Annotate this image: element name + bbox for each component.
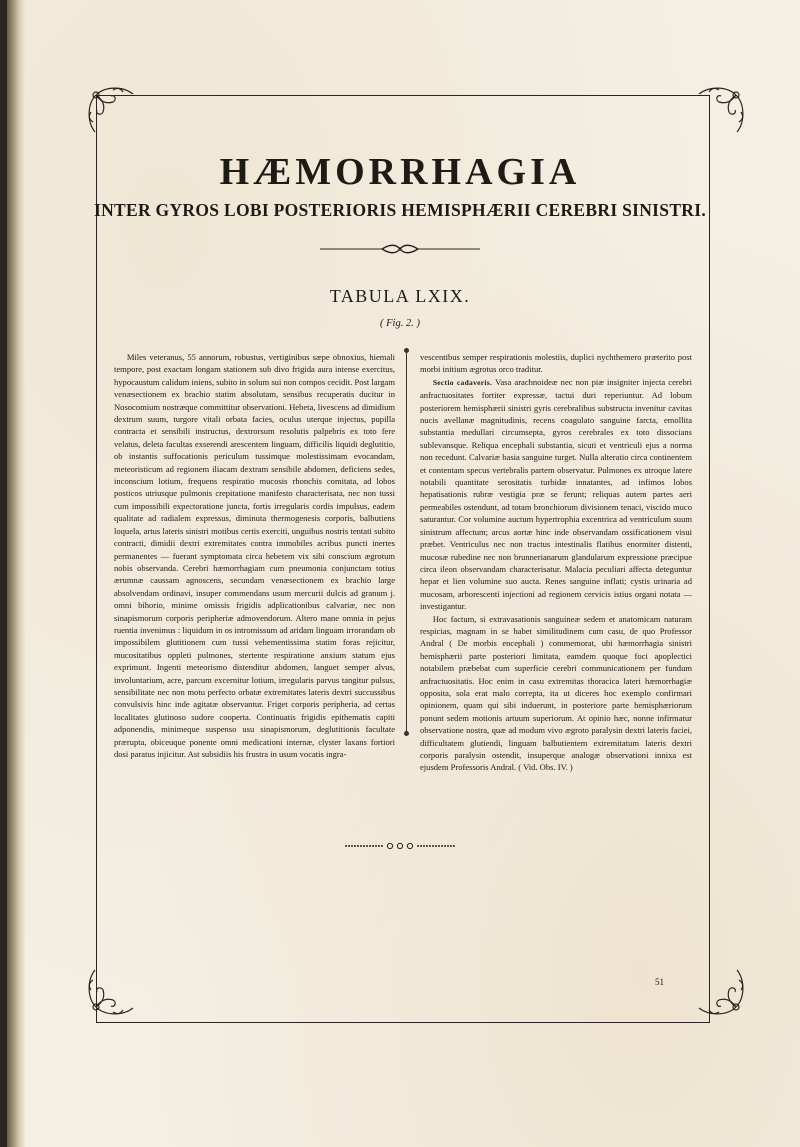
figure-reference: ( Fig. 2. ) xyxy=(380,318,420,329)
page-title: HÆMORRHAGIA xyxy=(219,151,581,193)
page-number: 51 xyxy=(655,977,664,987)
corner-ornament-icon xyxy=(83,964,139,1020)
title-rule-ornament-icon xyxy=(320,243,480,255)
right-text-column xyxy=(420,351,692,774)
end-ornament-icon xyxy=(345,841,455,851)
column-divider xyxy=(406,351,407,733)
autopsy-paragraph xyxy=(420,376,692,613)
autopsy-label: Sectio cadaveris. xyxy=(432,377,493,387)
plate-heading: TABULA LXIX. xyxy=(329,286,471,306)
commentary-paragraph: Hoc factum, si extravasationis sanguineæ sedem et anatomicam naturam respicias, magnam in se habet similitudinem cum casu, de quo Professor Andral ( De morbis encephali ) commemorat, ubi hæmorrhagia sinistri hemisphærii parte posteriori limitata, eamdem quoque foci apoplectici notabilem præbebat cum superficie cerebri communicationem per fundum anfractuositatis. Hoc enim in casu extremitas thoracica lateri hæmorrhagiæ opposita, sola erat malo correpta, ita ut diceres hoc exemplo confirmari opinionem, quam qui sibi induerunt, in posteriore parte hemisphæriorum ponunt sedem motionis artuum superiorum. At opinio hæc, nonne infirmatur observatione nostra, quæ ad modum vivo ægroto paralysin dextri lateris faciei, difficultatem glutiendi, linguam balbutientem extremitatum lateris dextri corporis paralysin ostendit, insuperque analogæ observationi innixa est ejusdem Professoris Andral. ( Vid. Obs. IV. ) xyxy=(420,613,692,773)
page-subtitle: INTER GYROS LOBI POSTERIORIS HEMISPHÆRII CEREBRI SINISTRI. xyxy=(93,200,707,220)
book-spine xyxy=(7,0,25,1147)
left-text-column xyxy=(114,351,395,760)
corner-ornament-icon xyxy=(83,82,139,138)
corner-ornament-icon xyxy=(693,82,749,138)
corner-ornament-icon xyxy=(693,964,749,1020)
case-history-paragraph: Miles veteranus, 55 annorum, robustus, vertiginibus sæpe obnoxius, hiemali tempore, post exactam longam stationem sub divo frigida aura intense exercitus, hypocaustum calidum iniens, subito in solum sui non compos cecidit. Post largam venæsectionem ex brachio statim absolutam, sensibus recuperatis ducitur in Nosocomium nostræque committitur observationi. Hebeta, livescens ad dimidium dextrum suum, turgore vitali orbata facies, oculus uterque injectus, pupilla contracta et sensibili instructus, dextrorsum resolutis palpebris ex toto fere velatus, deleta facultas exserendi arescentem linguam, difficilis liquidi deglutitio, ob instantis suffocationis periculum tussimque molestissimam evocandam, meteoristicum ad regionem iliacam dextram sensibile abdomen, deficiens sedes, inconscium lotium, frequens respiratio mucosis rhonchis comitata, ad lobos posticos utriusque pulmonis crepitatione manifesto characterisata, nec non tussi cum impossibili expectoratione juncta, fortis irregularis cordis impulsus, eadem qualitate ad radialem expressus, diminuta thermogenesis corporis, balbutiens loquela, artus lateris sinistri motibus certis exerciti, unguibus nostris tentati subito contracti, dimidii dextri extremitates contra immobiles acribus puncti inertes permanentes — fuerant symptomata circa hebetem vix sibi conscium ægrotum nobis observanda. Cerebri hæmorrhagiam cum pneumonia conjunctam totius ærumnæ caussam agnoscens, secundam venæsectionem ex brachio large absolvendam ordinavi, insuper commendans usum mercurii dulcis ad granum j. omni bihorio, minime omissis frigidis adplicationibus calvariæ, nec non sinapismorum corporis peripheriæ admovendorum. Altero mane omnia in pejus ruentia invenimus : liquidum in os intromissum ad aridam linguam irrorandam ob impossibilem glutitionem cum tussi vehementissima statim foras rejicitur, mucositatibus oppleti pulmones, stertente respiratione anxium statum ejus exprimunt. Ingenti meteorismo distenditur abdomen, languet semper alvus, involuntarium, acre, parcum excernitur lotium, irregularis parvus tangitur pulsus, sensibilitate nec non motu perfecto orbatæ extremitates lateris dextri succussibus convulsivis hinc inde agitatæ observantur. Friget corporis peripheria, ad certas localitates glutinoso sudore cooperta. Continuatis frigidis epithematis capiti adponendis, minimeque suspenso usu sinapismorum, deglutitionis facultate prærupta, obiceuque ponente omni medicationi internæ, clyster laxans fortiori dosi paratus injicitur. Ast subsidiis his frustra in usum vocatis ingra- xyxy=(114,352,395,759)
case-history-continuation: vescentibus semper respirationis molestiis, duplici nychthemero præterito post morbi initium ægrotus orco traditur. xyxy=(420,352,692,375)
autopsy-text: Vasa arachnoideæ nec non piæ insigniter injecta cerebri anfractuositates fortiter expressæ, tactui duri reperiuntur. Ad lobum posteriorem hemisphærii sinistri gyris cerebralibus substructa invenitur cavitas nucis avellanæ magnitudinis, recens coagulato sanguine farcta, emollita substantia medullari circumsepta, gyros cerebrales ex toto dissocians sublevansque. Reliqua encephali substantia, sicuti et ventriculi ejus a norma non recedunt. Calvariæ basia sanguine turget. Nulla alteratio circa continentem et contentam specus vertebralis partem observatur. Pulmones ex utroque latere notabili quantitate serositatis turbidæ innatantes, ad infimos lobos hepatisationis rubræ vestigia præ se ferunt; reliquas autem partes aeri permeabiles ostendunt, ad totam bronchiorum divisionem tenaci, viscido muco saturantur. Cor volumine auctum hypertrophia excentrica ad ventriculum suum sinistrum affectum; arcus aortæ hinc inde observandam ossificationem visui præbet. Ventriculus nec non tractus intestinalis flatibus enormiter distenti, mucosæ rubedine nec non brunnerianarum glandularum expressione præcipue circa ileon observandam characterisatur. Malacia peculiari affecta deteguntur hepar et lien volumine suo aucta. Renes sanguine inflati; cystis urinaria ad mucosam, arborescenti injectioni ad regionem cervicis istius organi notata — investigantur. xyxy=(420,376,692,612)
